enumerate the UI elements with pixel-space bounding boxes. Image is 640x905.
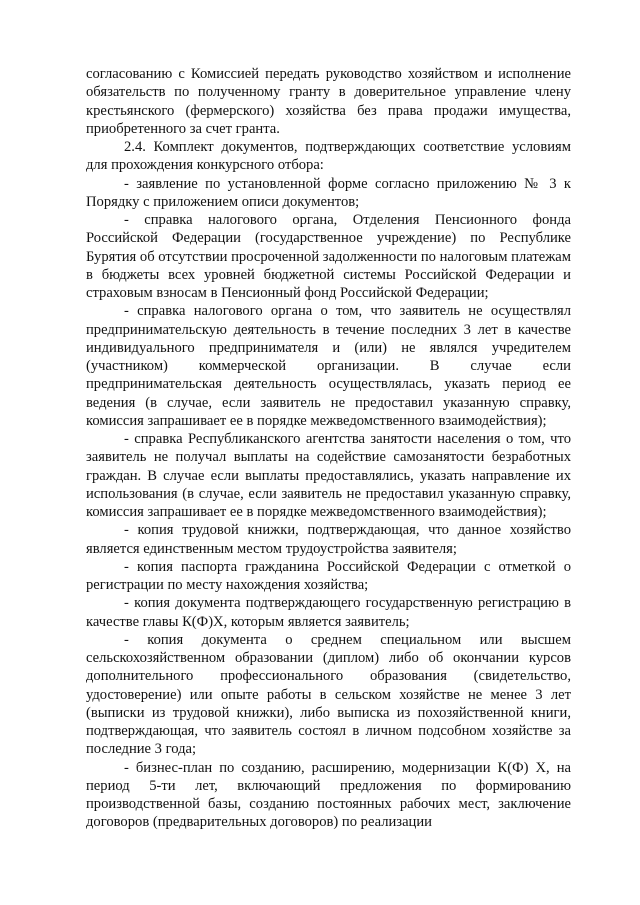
list-item-application: - заявление по установленной форме согласно приложению № 3 к Порядку с приложением описи документов; bbox=[86, 175, 571, 210]
paragraph-continuation: согласованию с Комиссией передать руководство хозяйством и исполнение обязательств по полученному гранту в доверительное управление члену крестьянского (фермерского) хозяйства без права продажи имущества, приобретенного за счет гранта. bbox=[86, 66, 571, 137]
paragraph-section-2-4: 2.4. Комплект документов, подтверждающих соответствие условиям для прохождения конкурсного отбора: bbox=[86, 139, 571, 174]
list-item-employment-agency-certificate: - справка Республиканского агентства занятости населения о том, что заявитель не получал выплаты на содействие самозанятости безработных граждан. В случае если выплаты предоставлялись, указать направление их использования (в случае, если заявитель не предоставил указанную справку, комиссия запрашивает ее в порядке межведомственного взаимодействия); bbox=[86, 431, 571, 520]
list-item-passport-copy: - копия паспорта гражданина Российской Федерации с отметкой о регистрации по месту нахождения хозяйства; bbox=[86, 558, 571, 593]
list-item-employment-record: - копия трудовой книжки, подтверждающая, что данное хозяйство является единственным местом трудоустройства заявителя; bbox=[86, 522, 571, 557]
list-item-business-plan: - бизнес-план по созданию, расширению, модернизации К(Ф) Х, на период 5-ти лет, включающий предложения по формированию производственной базы, созданию постоянных рабочих мест, заключение договоров (предварительных договоров) по реализации bbox=[86, 759, 571, 831]
list-item-tax-entrepreneur-certificate: - справка налогового органа о том, что заявитель не осуществлял предпринимательскую деятельность в течение последних 3 лет в качестве индивидуального предпринимателя и (или) не являлся учредителем (участником) коммерческой организации. В случае если предпринимательская деятельность осуществлялась, указать период ее ведения (в случае, если заявитель не предоставил указанную справку, комиссия запрашивает ее в порядке межведомственного взаимодействия); bbox=[86, 303, 571, 429]
list-item-education-copy: - копия документа о среднем специальном или высшем сельскохозяйственном образовании (диплом) либо об окончании курсов дополнительного профессионального образования (свидетельство, удостоверение) или опыте работы в сельском хозяйстве не менее 3 лет (выписки из трудовой книжки), либо выписка из похозяйственной книги, подтверждающая, что заявитель состоял в личном подсобном хозяйстве за последние 3 года; bbox=[86, 631, 571, 758]
list-item-registration-copy: - копия документа подтверждающего государственную регистрацию в качестве главы К(Ф)Х, которым является заявитель; bbox=[86, 595, 571, 630]
list-item-tax-pension-certificate: - справка налогового органа, Отделения Пенсионного фонда Российской Федерации (государственное учреждение) по Республике Бурятия об отсутствии просроченной задолженности по налоговым платежам в бюджеты всех уровней бюджетной системы Российской Федерации и страховым взносам в Пенсионный фонд Российской Федерации; bbox=[86, 212, 571, 301]
document-page bbox=[86, 65, 571, 832]
